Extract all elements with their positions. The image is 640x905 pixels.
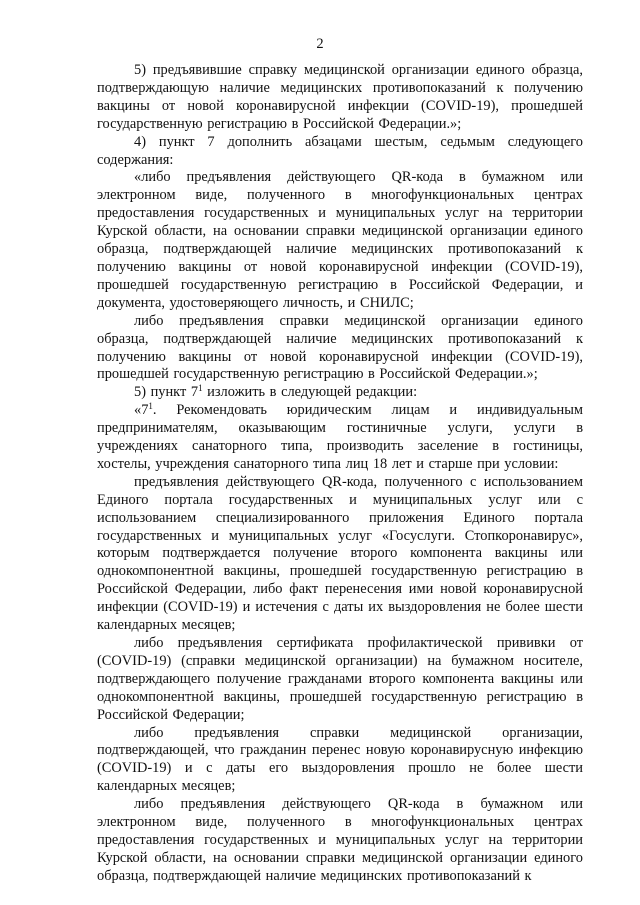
item5-prefix: 5) пункт 7 — [134, 384, 199, 401]
paragraph-1: 5) предъявившие справку медицинской организации единого образца, подтверждающую наличие медицинских противопоказаний к получению вакцины от новой коронавирусной инфекции (COVID-19), прошедшей государственную регистрацию в Российской Федерации.»; — [97, 62, 583, 132]
item7-suffix: . Рекомендовать юридическим лицам и индивидуальным предпринимателям, оказывающим гостиничные услуги, услуги в учреждениях санаторного типа, производить заселение в гостиницы, хостелы, учреждения санаторного типа лиц 18 лет и старше при условии: — [97, 402, 583, 472]
item5-suffix: изложить в следующей редакции: — [202, 384, 418, 401]
paragraph-10: либо предъявления действующего QR-кода в бумажном или электронном виде, полученного в многофункциональных центрах предоставления государственных и муниципальных услуг на территории Курской области, на основании справки медицинской организации единого образца, подтверждающей наличие медицинских противопоказаний к — [97, 796, 583, 884]
paragraph-4: либо предъявления справки медицинской организации единого образца, подтверждающей наличие медицинских противопоказаний к получению вакцины от новой коронавирусной инфекции (COVID-19), прошедшей государственную регистрацию в Российской Федерации.»; — [97, 312, 583, 383]
page-number: 2 — [316, 36, 324, 52]
paragraph-7: предъявления действующего QR-кода, полученного с использованием Единого портала государственных и муниципальных услуг или с использованием специализированного приложения Единого портала государственных и муниципальных услуг «Госуслуги. Стопкоронавирус», которым подтверждается получение второго компонента вакцины или однокомпонентной вакцины, прошедшей государственную регистрацию в Российской Федерации, либо факт перенесения ими новой коронавирусной инфекции (COVID-19) и истечения с даты их выздоровления не более шести календарных месяцев; — [97, 473, 583, 634]
paragraph-6 — [97, 402, 583, 474]
item7-prefix: «7 — [134, 402, 149, 419]
paragraph-5 — [97, 384, 583, 402]
item5-superscript: 1 — [198, 383, 203, 394]
document-body — [97, 62, 583, 886]
paragraph-9: либо предъявления справки медицинской организации, подтверждающей, что гражданин перенес новую коронавирусную инфекцию (COVID-19) и с даты его выздоровления прошло не более шести календарных месяцев; — [97, 724, 583, 795]
paragraph-2: 4) пункт 7 дополнить абзацами шестым, седьмым следующего содержания: — [97, 133, 583, 168]
paragraph-8: либо предъявления сертификата профилактической прививки от (COVID-19) (справки медицинской организации) на бумажном носителе, подтверждающего получение гражданами второго компонента вакцины или однокомпонентной вакцины, прошедшей государственную регистрацию в Российской Федерации; — [97, 635, 583, 723]
paragraph-3: «либо предъявления действующего QR-кода в бумажном или электронном виде, полученного в многофункциональных центрах предоставления государственных и муниципальных услуг на территории Курской области, на основании справки медицинской организации единого образца, подтверждающей наличие медицинских противопоказаний к получению вакцины от новой коронавирусной инфекции (COVID-19), прошедшей государственную регистрацию в Российской Федерации, и документа, удостоверяющего личность, и СНИЛС; — [97, 169, 583, 311]
item7-superscript: 1 — [148, 401, 153, 412]
